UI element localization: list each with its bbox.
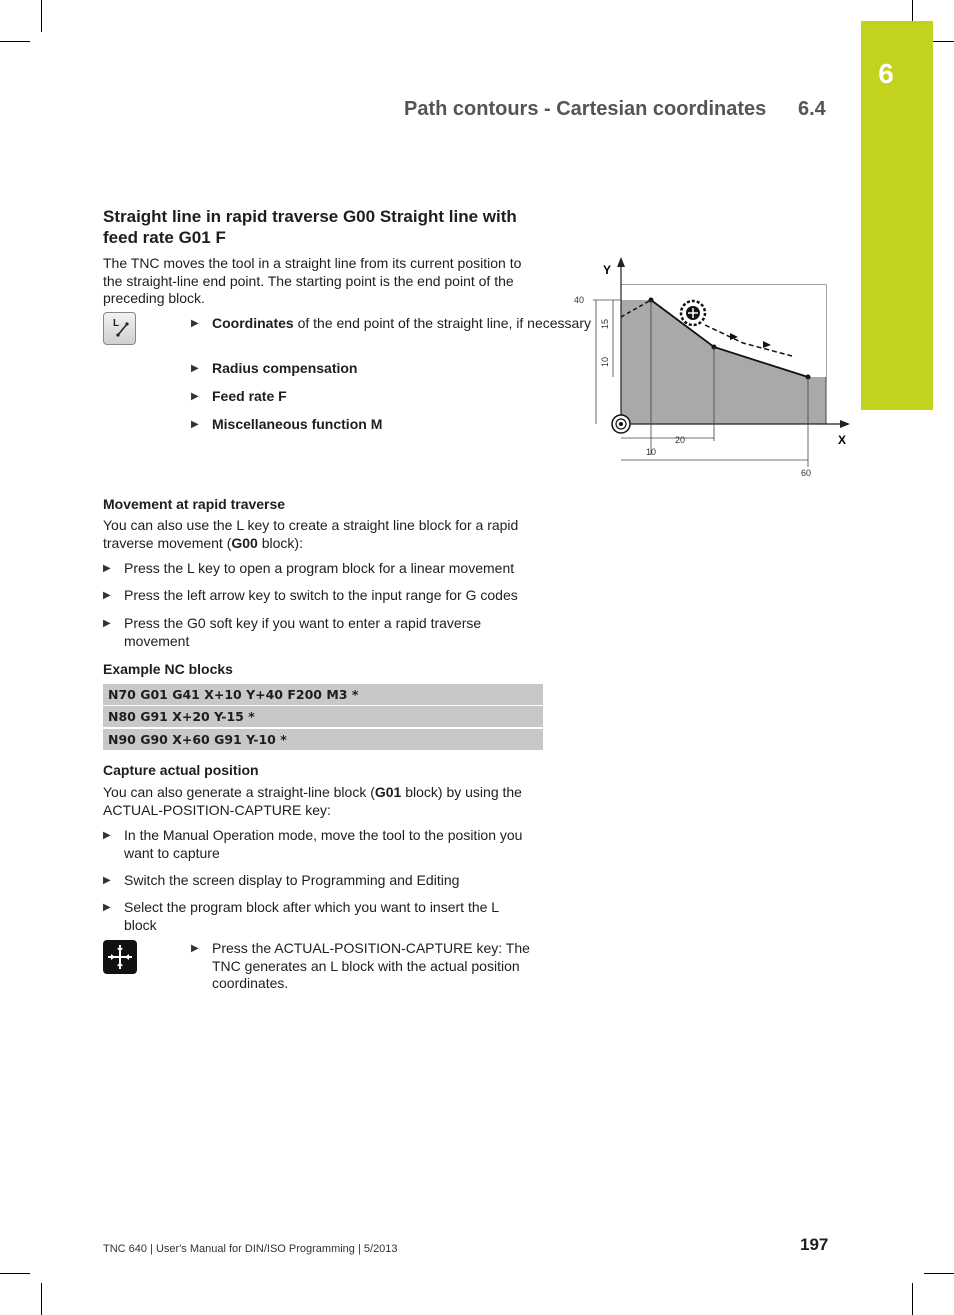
crop-mark [912, 1283, 913, 1315]
crop-mark [924, 1273, 954, 1274]
bullet-arrow-icon: ▶ [191, 943, 199, 954]
intro-paragraph: The TNC moves the tool in a straight line from its current position to the straight-line end point. The starting point is the end point of the preceding block. [103, 255, 522, 306]
crop-mark [41, 1283, 42, 1315]
l-key-letter: L [113, 318, 120, 329]
bullet-arrow-icon: ▶ [191, 318, 199, 329]
bullet-arrow-icon: ▶ [103, 902, 111, 913]
bullet-arrow-icon: ▶ [103, 563, 111, 574]
y-axis-arrow [617, 257, 625, 267]
bullet-arrow-icon: ▶ [191, 363, 199, 374]
crosshair-icon [103, 940, 137, 974]
dim-label-y40: 40 [574, 295, 585, 305]
capture-paragraph: You can also generate a straight-line block (G01 block) by using the ACTUAL-POSITION-CAPTURE key: [103, 784, 522, 818]
x-axis-arrow [840, 420, 850, 428]
x-axis-label: X [838, 433, 847, 447]
nc-block-row: N90 G90 X+60 G91 Y-10 * [103, 729, 543, 750]
running-header-section: 6.4 [798, 98, 826, 120]
bullet-arrow-icon: ▶ [103, 618, 111, 629]
nc-block-row: N70 G01 G41 X+10 Y+40 F200 M3 * [103, 684, 543, 705]
milling-cutter-icon [681, 301, 705, 325]
rapid-paragraph: You can also use the L key to create a straight line block for a rapid traverse movement (G00 block): [103, 517, 519, 551]
bullet-arrow-icon: ▶ [103, 590, 111, 601]
path-contour-diagram [560, 255, 860, 485]
bullet-arrow-icon: ▶ [103, 875, 111, 886]
bullet-arrow-icon: ▶ [191, 419, 199, 430]
rapid-heading: Movement at rapid traverse [103, 496, 286, 512]
crop-mark [0, 41, 30, 42]
bullet-arrow-icon: ▶ [103, 830, 111, 841]
chapter-tab [861, 21, 933, 410]
crop-mark [41, 0, 42, 32]
actual-position-capture-key-icon [103, 940, 137, 974]
capture-heading: Capture actual position [103, 762, 259, 778]
chapter-number: 6 [878, 58, 894, 89]
line-key-icon [104, 313, 135, 344]
dim-label-x60: 60 [801, 468, 812, 478]
running-header-title: Path contours - Cartesian coordinates [404, 98, 767, 120]
nc-block-row: N80 G91 X+20 Y-15 * [103, 706, 543, 727]
dim-label-x20: 20 [675, 435, 686, 445]
dim-label-x10: 10 [646, 447, 657, 457]
crop-mark [0, 1273, 30, 1274]
section-title: Straight line in rapid traverse G00 Straight line with feed rate G01 F [103, 207, 517, 247]
y-axis-label: Y [603, 263, 612, 277]
datum-icon [612, 415, 630, 433]
footer-text: TNC 640 | User's Manual for DIN/ISO Programming | 5/2013 [103, 1243, 398, 1255]
bullet-arrow-icon: ▶ [191, 391, 199, 402]
page-number: 197 [800, 1235, 829, 1254]
l-key-icon [103, 312, 136, 345]
example-heading: Example NC blocks [103, 661, 233, 677]
dim-label-y10: 10 [600, 356, 610, 367]
dim-label-y15: 15 [600, 318, 610, 329]
